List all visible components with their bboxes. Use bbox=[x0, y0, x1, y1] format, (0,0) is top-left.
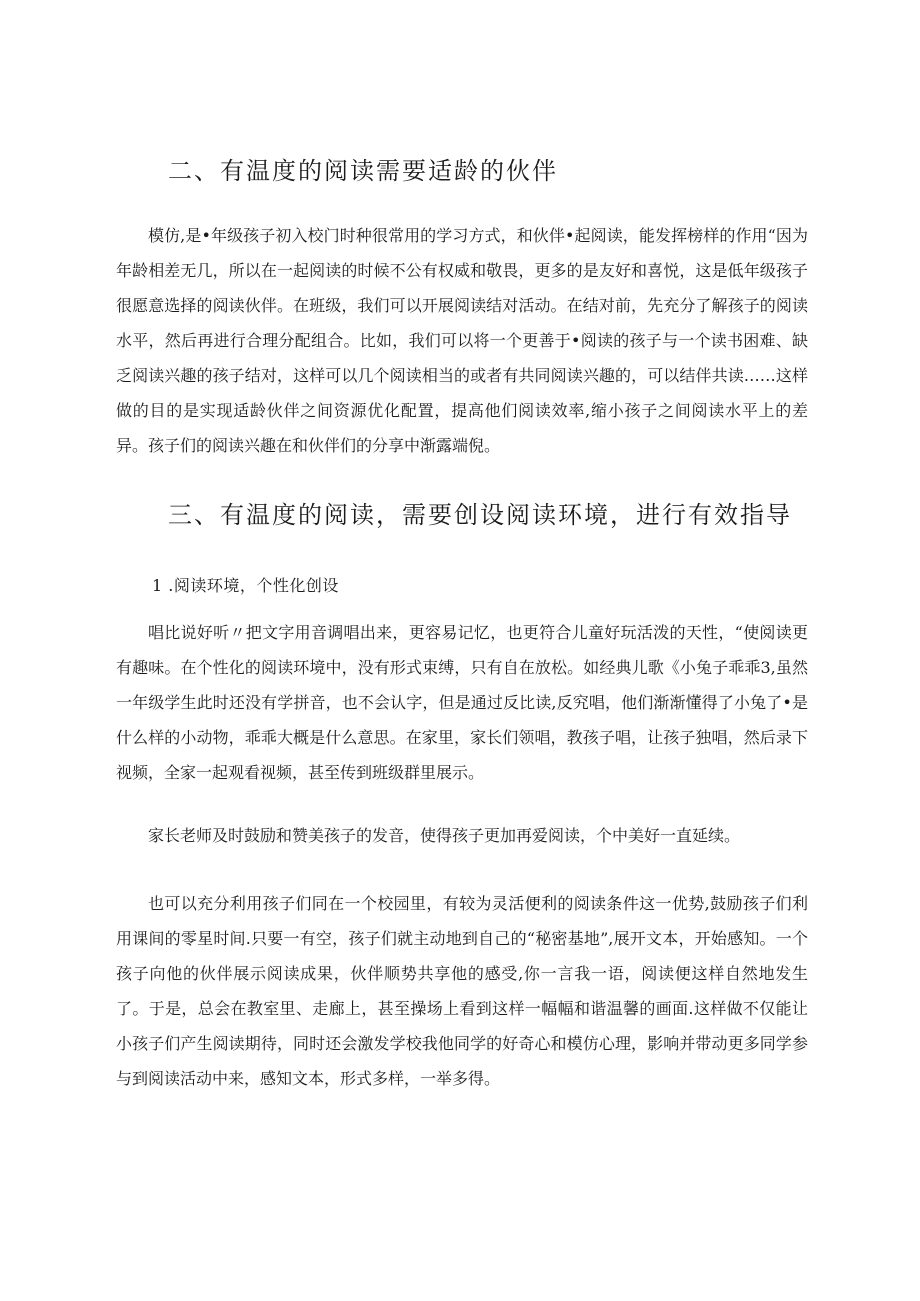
section-heading-3: 三、有温度的阅读，需要创设阅读环境，进行有效指导 bbox=[168, 501, 792, 529]
paragraph-encouragement: 家长老师及时鼓励和赞美孩子的发音，使得孩子更加再爱阅读，个中美好一直延续。 bbox=[148, 826, 741, 845]
paragraph-reading-partners: 模仿,是•年级孩子初入校门时种很常用的学习方式，和伙伴•起阅读，能发挥榜样的作用“因为年龄相差无几，所以在一起阅读的时候不公有权威和敬畏，更多的是友好和喜悦，这是低年级孩子很愿意选择的阅读伙伴。在班级，我们可以开展阅读结对活动。在结对前，先充分了解孩子的阅读水平，然后再进行合理分配组合。比如，我们可以将一个更善于•阅读的孩子与一个读书困难、缺乏阅读兴趣的孩子结对，这样可以几个阅读相当的或者有共同阅读兴趣的，可以结伴共读……这样做的目的是实现适龄伙伴之间资源优化配置，提高他们阅读效率,缩小孩子之间阅读水平上的差异。孩子们的阅读兴趣在和伙伴们的分享中渐露端倪。 bbox=[116, 226, 808, 455]
section-heading-2: 二、有温度的阅读需要适龄的伙伴 bbox=[168, 157, 558, 185]
paragraph-campus-reading: 也可以充分利用孩子们同在一个校园里，有较为灵活便利的阅读条件这一优势,鼓励孩子们利用课间的零星时间.只要一有空，孩子们就主动地到自己的“秘密基地”,展开文本，开始感知。一个孩子向他的伙伴展示阅读成果，伙伴顺势共享他的感受,你一言我一语，阅读便这样自然地发生了。于是，总会在教室里、走廊上，甚至操场上看到这样一幅幅和谐温馨的画面.这样做不仅能让小孩子们产生阅读期待，同时还会激发学校我他同学的好奇心和模仿心理，影响并带动更多同学参与到阅读活动中来，感知文本，形式多样，一举多得。 bbox=[116, 894, 808, 1088]
paragraph-singing-reading: 唱比说好听〃把文字用音调唱出来，更容易记忆，也更符合儿童好玩活泼的天性，“使阅读更有趣味。在个性化的阅读环境中，没有形式束缚，只有自在放松。如经典儿歌《小兔子乖乖3,虽然一年级学生此时还没有学拼音，也不会认字，但是通过反比读,反究唱，他们渐渐懂得了小兔了•是什么样的小动物，乖乖大概是什么意思。在家里，家长们领唱，教孩子唱，让孩子独唱，然后录下视频，全家一起观看视频，甚至传到班级群里展示。 bbox=[116, 623, 808, 782]
subsection-heading-1: 1 .阅读环境，个性化创设 bbox=[152, 576, 339, 595]
